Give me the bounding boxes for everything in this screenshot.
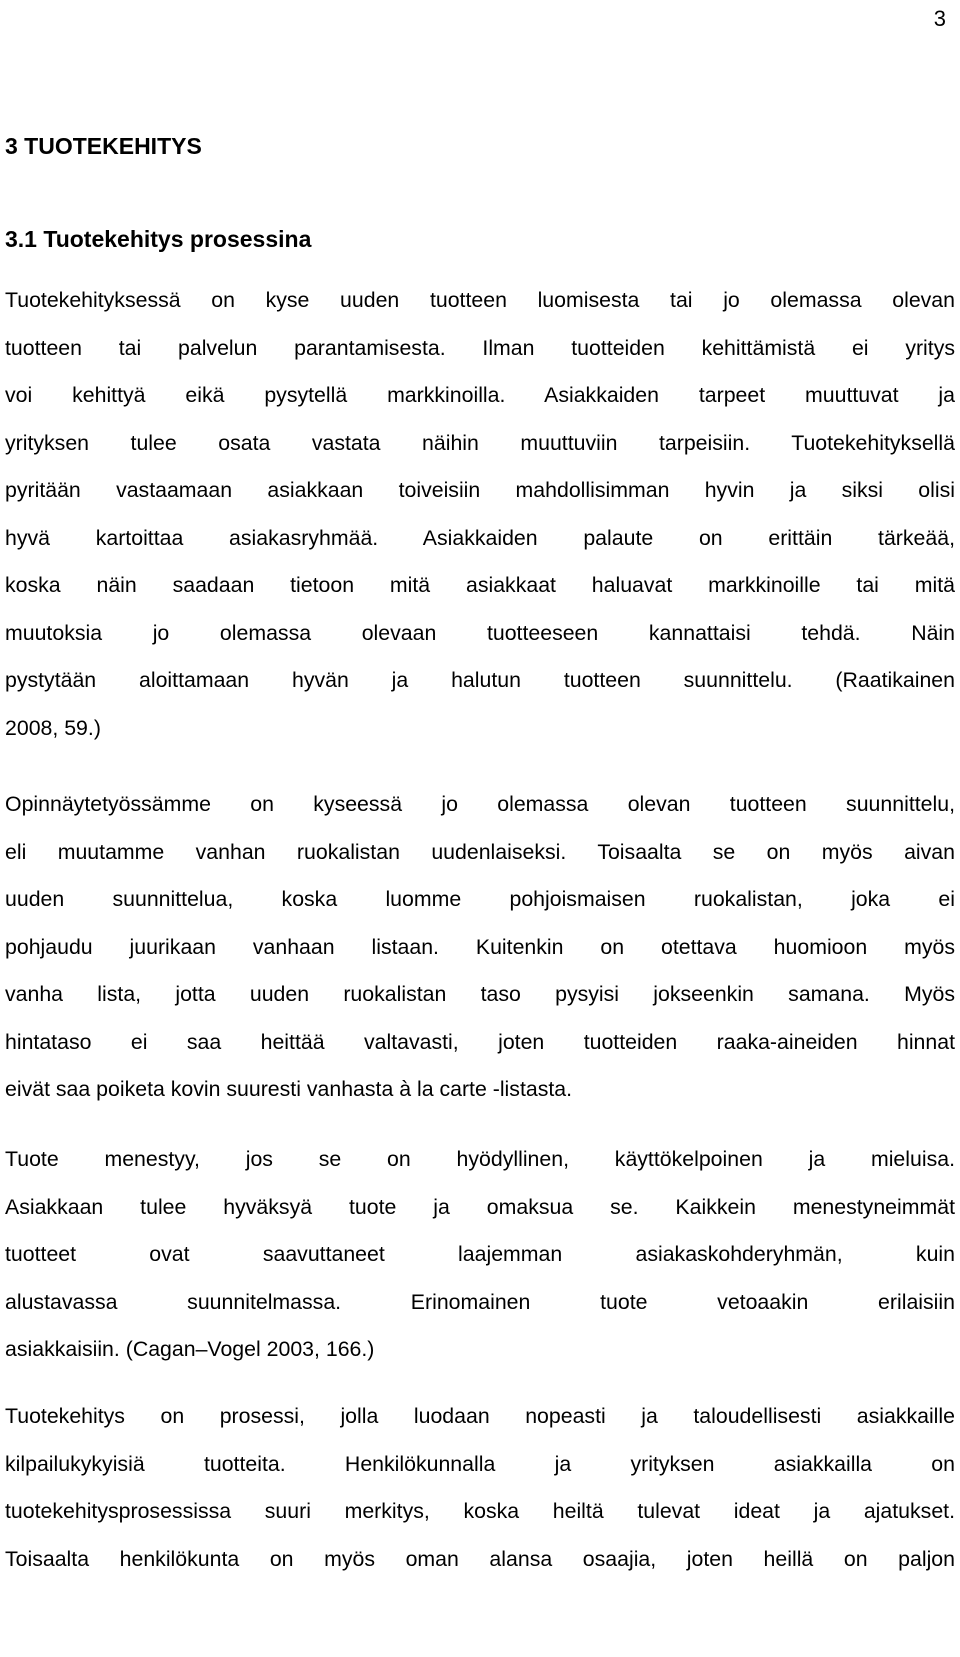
paragraph bbox=[5, 781, 955, 1114]
paragraph-line: koska näin saadaan tietoon mitä asiakkaat haluavat markkinoille tai mitä bbox=[5, 573, 955, 597]
paragraph-line: hintataso ei saa heittää valtavasti, joten tuotteiden raaka-aineiden hinnat bbox=[5, 1029, 955, 1054]
paragraph-line: Tuote menestyy, jos se on hyödyllinen, käyttökelpoinen ja mieluisa. bbox=[5, 1147, 955, 1171]
paragraph-line: Asiakkaan tulee hyväksyä tuote ja omaksua se. Kaikkein menestyneimmät bbox=[5, 1194, 955, 1219]
paragraph-line: muutoksia jo olemassa olevaan tuotteeseen kannattaisi tehdä. Näin bbox=[5, 620, 955, 645]
paragraph-line: 2008, 59.) bbox=[5, 715, 101, 740]
paragraph-line: asiakkaisiin. (Cagan–Vogel 2003, 166.) bbox=[5, 1337, 375, 1361]
page-number: 3 bbox=[933, 6, 946, 31]
paragraph-line: Tuotekehityksessä on kyse uuden tuotteen luomisesta tai jo olemassa olevan bbox=[5, 288, 955, 312]
paragraph-line: pohjaudu juurikaan vanhaan listaan. Kuitenkin on otettava huomioon myös bbox=[5, 934, 955, 959]
paragraph-line: eivät saa poiketa kovin suuresti vanhasta à la carte -listasta. bbox=[5, 1077, 573, 1101]
paragraph-line: vanha lista, jotta uuden ruokalistan taso pysyisi jokseenkin samana. Myös bbox=[5, 982, 955, 1006]
paragraph-line: tuotteet ovat saavuttaneet laajemman asiakaskohderyhmän, kuin bbox=[5, 1242, 955, 1266]
paragraph-line: pyritään vastaamaan asiakkaan toiveisiin mahdollisimman hyvin ja siksi olisi bbox=[5, 478, 955, 502]
section-heading: 3.1 Tuotekehitys prosessina bbox=[5, 226, 312, 252]
paragraph bbox=[5, 1136, 955, 1374]
paragraph-line: pystytään aloittamaan hyvän ja halutun tuotteen suunnittelu. (Raatikainen bbox=[5, 668, 955, 692]
paragraph-line: alustavassa suunnitelmassa. Erinomainen tuote vetoaakin erilaisiin bbox=[5, 1289, 955, 1314]
chapter-heading: 3 TUOTEKEHITYS bbox=[5, 133, 202, 159]
paragraph-line: Tuotekehitys on prosessi, jolla luodaan nopeasti ja taloudellisesti asiakkaille bbox=[5, 1404, 955, 1428]
paragraph-line: voi kehittyä eikä pysytellä markkinoilla. Asiakkaiden tarpeet muuttuvat ja bbox=[5, 383, 955, 407]
paragraph-line: uuden suunnittelua, koska luomme pohjoismaisen ruokalistan, joka ei bbox=[5, 887, 955, 911]
paragraph-line: yrityksen tulee osata vastata näihin muuttuviin tarpeisiin. Tuotekehityksellä bbox=[5, 430, 955, 455]
paragraph-line: kilpailukykyisiä tuotteita. Henkilökunnalla ja yrityksen asiakkailla on bbox=[5, 1451, 955, 1476]
paragraph-line: Opinnäytetyössämme on kyseessä jo olemassa olevan tuotteen suunnittelu, bbox=[5, 792, 955, 816]
paragraph bbox=[5, 277, 955, 752]
paragraph-line: Toisaalta henkilökunta on myös oman alansa osaajia, joten heillä on paljon bbox=[5, 1546, 955, 1571]
paragraph-line: eli muutamme vanhan ruokalistan uudenlaiseksi. Toisaalta se on myös aivan bbox=[5, 839, 955, 864]
paragraph bbox=[5, 1393, 955, 1583]
paragraph-line: hyvä kartoittaa asiakasryhmää. Asiakkaiden palaute on erittäin tärkeää, bbox=[5, 525, 955, 550]
paragraph-line: tuotekehitysprosessissa suuri merkitys, koska heiltä tulevat ideat ja ajatukset. bbox=[5, 1499, 955, 1523]
paragraph-line: tuotteen tai palvelun parantamisesta. Ilman tuotteiden kehittämistä ei yritys bbox=[5, 335, 955, 360]
